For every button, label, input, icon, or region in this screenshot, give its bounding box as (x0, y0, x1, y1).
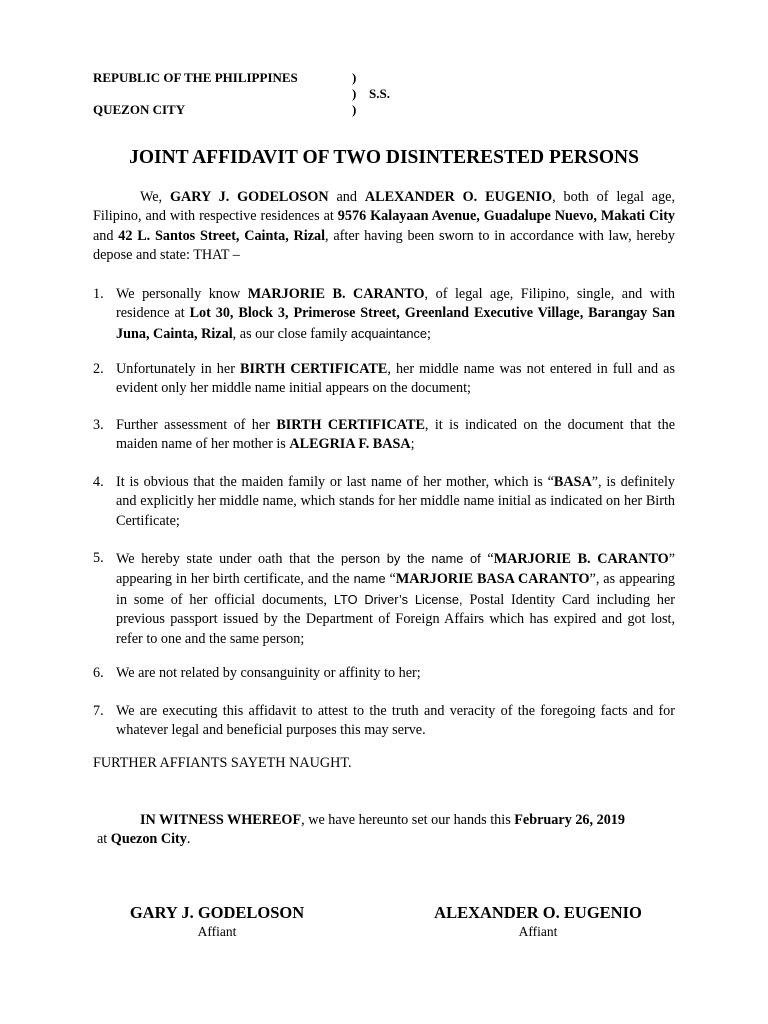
caption-paren-1: ) (352, 70, 357, 85)
item-segment: ; (427, 325, 431, 342)
item-number: 5. (93, 550, 104, 566)
intro-text: and (336, 189, 357, 205)
signatory-name: GARY J. GODELOSON (129, 903, 305, 922)
subject-full-name: MARJORIE BASA CARANTO (395, 571, 590, 588)
item-segment: “ (389, 571, 396, 588)
signatory-role: Affiant (197, 924, 237, 939)
document-reference: BIRTH CERTIFICATE (240, 361, 388, 377)
item-segment: acquaintance (350, 325, 428, 341)
item-segment: ”, as appearing in some of her official documents, (116, 571, 675, 608)
caption-country: REPUBLIC OF THE PHILIPPINES (93, 70, 298, 85)
item-segment: ” appearing in her birth certificate, and the (116, 551, 676, 588)
signature-block-1 (102, 903, 332, 941)
witness-heading: IN WITNESS WHEREOF (140, 812, 302, 828)
caption-city: QUEZON CITY (93, 102, 186, 117)
item-segment: LTO Driver’s License, (333, 591, 463, 607)
item-number: 3. (93, 417, 104, 433)
caption-ss: S.S. (369, 86, 390, 101)
subject-name: MARJORIE B. CARANTO (493, 551, 669, 567)
item-segment: ”, is definitely and explicitly her middle name, which stands for her middle name initial as indicated on her Birth Certificate; (116, 474, 675, 529)
item-number: 6. (93, 665, 104, 681)
document-reference: BIRTH CERTIFICATE (276, 417, 425, 433)
witness-text: at (97, 831, 108, 847)
item-text (116, 664, 675, 683)
intro-text: We, (140, 189, 163, 205)
item-segment: Unfortunately in her (116, 361, 235, 377)
list-item (93, 549, 675, 649)
caption-paren-3: ) (352, 102, 357, 117)
further-statement: FURTHER AFFIANTS SAYETH NAUGHT. (93, 755, 352, 771)
item-segment: , as our close family (232, 325, 348, 342)
item-segment: We personally know (116, 286, 241, 302)
item-text (116, 416, 675, 455)
signatory-role: Affiant (518, 924, 558, 939)
item-number: 1. (93, 286, 104, 302)
item-segment: , it is indicated on the document that the maiden name of her mother is (116, 417, 675, 453)
signature-block-2 (413, 903, 663, 941)
intro-text: , after having been sworn to in accordance with law, hereby depose and state: THAT – (93, 227, 676, 264)
list-item (93, 664, 675, 683)
item-number: 4. (93, 474, 104, 490)
list-item (93, 416, 675, 455)
signatory-name: ALEXANDER O. EUGENIO (434, 903, 642, 922)
caption-paren-2: ) (352, 86, 357, 101)
witness-text: . (186, 831, 191, 847)
item-segment: We are not related by consanguinity or affinity to her; (116, 665, 421, 681)
list-item (93, 473, 675, 531)
affiant-2-name: ALEXANDER O. EUGENIO (364, 189, 553, 205)
subject-address: Lot 30, Block 3, Primerose Street, Greenland Executive Village, Barangay San Juna, Cainta, Rizal (116, 305, 676, 342)
list-item (93, 702, 675, 741)
item-segment: Further assessment of her (116, 417, 270, 433)
intro-text: , both of legal age, Filipino, and with respective residences at (93, 189, 676, 225)
item-segment: ; (410, 436, 415, 453)
execution-date: February 26, 2019 (514, 812, 625, 828)
document-title: JOINT AFFIDAVIT OF TWO DISINTERESTED PERSONS (129, 147, 639, 168)
item-text (116, 702, 675, 741)
item-number: 7. (93, 703, 104, 719)
item-segment: “ (487, 551, 494, 567)
mother-name: ALEGRIA F. BASA (289, 436, 411, 453)
affiant-1-name: GARY J. GODELOSON (170, 189, 329, 205)
item-text (116, 285, 675, 344)
item-segment: , her middle name was not entered in full and as evident only her middle name initial appears on the document; (116, 361, 675, 397)
execution-place: Quezon City (110, 831, 187, 847)
item-segment: person by the name of (341, 551, 481, 566)
intro-paragraph (93, 188, 675, 266)
intro-text: and (93, 227, 114, 244)
item-segment: , of legal age, Filipino, single, and with residence at (116, 286, 676, 322)
item-text (116, 360, 675, 399)
item-segment: We hereby state under oath that the (116, 551, 335, 567)
item-segment: name (353, 571, 386, 587)
list-item (93, 285, 675, 344)
item-segment: Postal Identity Card including her previous passport issued by the Department of Foreign Affairs which has expired and got lost, refer to one and the same person; (116, 591, 676, 647)
list-item (93, 360, 675, 399)
item-text (116, 549, 675, 649)
middle-name: BASA (553, 474, 592, 490)
item-number: 2. (93, 361, 104, 377)
witness-paragraph (93, 811, 675, 830)
affiant-2-address: 42 L. Santos Street, Cainta, Rizal (118, 227, 326, 244)
witness-place-line (97, 830, 679, 849)
witness-text: , we have hereunto set our hands this (301, 812, 511, 828)
subject-name: MARJORIE B. CARANTO (247, 286, 425, 302)
affiant-1-address: 9576 Kalayaan Avenue, Guadalupe Nuevo, Makati City (337, 208, 676, 225)
item-segment: It is obvious that the maiden family or last name of her mother, which is “ (116, 474, 554, 490)
item-segment: We are executing this affidavit to attest to the truth and veracity of the foregoing facts and for whatever legal and beneficial purposes this may serve. (116, 703, 675, 739)
item-text (116, 473, 675, 531)
